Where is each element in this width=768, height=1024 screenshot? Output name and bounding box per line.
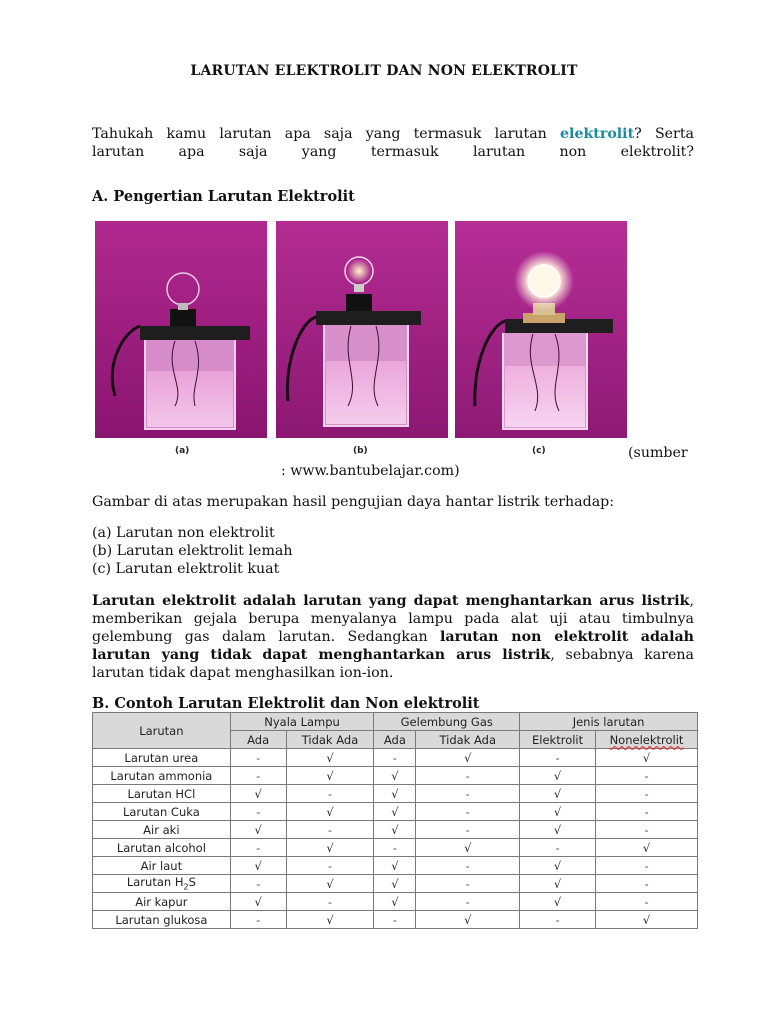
check-mark-cell: √ — [286, 767, 374, 785]
dash-cell: - — [416, 767, 520, 785]
definition-paragraph — [92, 592, 694, 682]
list-item: (a) Larutan non elektrolit — [92, 525, 275, 541]
check-mark-cell: √ — [520, 893, 596, 911]
page-title: LARUTAN ELEKTROLIT DAN NON ELEKTROLIT — [190, 63, 578, 79]
source-url: : www.bantubelajar.com) — [281, 463, 460, 479]
dash-cell: - — [374, 911, 416, 929]
dash-cell: - — [416, 821, 520, 839]
photo-a-caption: (a) — [175, 446, 190, 456]
header-larutan: Larutan — [93, 713, 231, 749]
solution-name-cell: Larutan $H_2S$ — [93, 875, 231, 893]
check-mark-cell: √ — [374, 857, 416, 875]
dash-cell: - — [230, 839, 286, 857]
table-row — [93, 803, 698, 821]
dash-cell: - — [520, 911, 596, 929]
table-body — [93, 749, 698, 929]
dash-cell: - — [230, 749, 286, 767]
dash-cell: - — [596, 767, 698, 785]
bold-term: Larutan elektrolit — [92, 593, 237, 609]
subheader-nonelektrolit — [596, 731, 698, 749]
check-mark-cell: √ — [230, 893, 286, 911]
solution-name-cell: Larutan HCl — [93, 785, 231, 803]
check-mark-cell: √ — [374, 803, 416, 821]
dash-cell: - — [520, 839, 596, 857]
dash-cell: - — [230, 767, 286, 785]
subheader-ada: Ada — [374, 731, 416, 749]
dash-cell: - — [416, 893, 520, 911]
subheader-elektrolit: Elektrolit — [520, 731, 596, 749]
check-mark-cell: √ — [520, 785, 596, 803]
check-mark-cell: √ — [286, 749, 374, 767]
solution-name-cell: Air laut — [93, 857, 231, 875]
dash-cell: - — [416, 785, 520, 803]
dash-cell: - — [230, 803, 286, 821]
table-row — [93, 821, 698, 839]
table-row — [93, 893, 698, 911]
photo-a-unlit-bulb — [95, 221, 267, 438]
nonelektrolit-label: Nonelektrolit — [609, 732, 684, 747]
check-mark-cell: √ — [230, 857, 286, 875]
solution-name-cell: Larutan urea — [93, 749, 231, 767]
subheader-tidak-ada: Tidak Ada — [416, 731, 520, 749]
elektrolit-link[interactable]: elektrolit — [560, 126, 635, 142]
solution-name-cell: Larutan glukosa — [93, 911, 231, 929]
dash-cell: - — [286, 821, 374, 839]
definition-text: , sebabnya karena larutan tidak dapat menghasilkan ion-ion. — [92, 647, 694, 681]
check-mark-cell: √ — [520, 875, 596, 893]
description-text: Gambar di atas merupakan hasil pengujian daya hantar listrik terhadap: — [92, 494, 615, 510]
dash-cell: - — [596, 857, 698, 875]
check-mark-cell: √ — [374, 767, 416, 785]
subheader-ada: Ada — [230, 731, 286, 749]
dash-cell: - — [416, 803, 520, 821]
electrolyte-table — [92, 712, 698, 929]
check-mark-cell: √ — [596, 839, 698, 857]
check-mark-cell: √ — [286, 911, 374, 929]
list-item: (c) Larutan elektrolit kuat — [92, 561, 280, 577]
check-mark-cell: √ — [416, 911, 520, 929]
table-row — [93, 839, 698, 857]
header-jenis-larutan: Jenis larutan — [520, 713, 698, 731]
dash-cell: - — [416, 857, 520, 875]
solution-name-cell: Larutan Cuka — [93, 803, 231, 821]
dash-cell: - — [286, 785, 374, 803]
bold-term: larutan non elektrolit — [440, 629, 629, 645]
check-mark-cell: √ — [286, 803, 374, 821]
intro-text: Tahukah kamu larutan apa saja yang termasuk larutan — [92, 126, 561, 142]
table-row — [93, 911, 698, 929]
header-nyala-lampu: Nyala Lampu — [230, 713, 374, 731]
intro-text-end: ? Serta — [634, 126, 694, 142]
dash-cell: - — [596, 785, 698, 803]
dash-cell: - — [286, 893, 374, 911]
check-mark-cell: √ — [374, 785, 416, 803]
dash-cell: - — [374, 839, 416, 857]
table-row — [93, 767, 698, 785]
section-a-heading: A. Pengertian Larutan Elektrolit — [92, 188, 355, 205]
bold-definition: adalah larutan yang tidak dapat menghantarkan arus listrik — [92, 629, 694, 663]
header-gelembung-gas: Gelembung Gas — [374, 713, 520, 731]
check-mark-cell: √ — [520, 803, 596, 821]
dash-cell: - — [230, 911, 286, 929]
dash-cell: - — [596, 803, 698, 821]
dash-cell: - — [286, 857, 374, 875]
check-mark-cell: √ — [230, 821, 286, 839]
table-row — [93, 875, 698, 893]
intro-line-2: larutan apa saja yang termasuk larutan non elektrolit? — [92, 144, 694, 160]
solution-name-cell: Air kapur — [93, 893, 231, 911]
dash-cell: - — [596, 893, 698, 911]
check-mark-cell: √ — [374, 821, 416, 839]
check-mark-cell: √ — [520, 767, 596, 785]
dash-cell: - — [596, 821, 698, 839]
solution-name-cell: Air aki — [93, 821, 231, 839]
photo-b-caption: (b) — [353, 446, 368, 456]
check-mark-cell: √ — [520, 857, 596, 875]
table-row — [93, 785, 698, 803]
check-mark-cell: √ — [416, 839, 520, 857]
table-row — [93, 749, 698, 767]
table-row — [93, 857, 698, 875]
check-mark-cell: √ — [416, 749, 520, 767]
table-header-row — [93, 713, 698, 731]
dash-cell: - — [230, 875, 286, 893]
solution-name-cell: Larutan alcohol — [93, 839, 231, 857]
dash-cell: - — [374, 749, 416, 767]
section-b-heading: B. Contoh Larutan Elektrolit dan Non elektrolit — [92, 695, 480, 712]
source-label: (sumber — [628, 445, 688, 461]
check-mark-cell: √ — [230, 785, 286, 803]
check-mark-cell: √ — [520, 821, 596, 839]
photo-c-bright-bulb — [455, 221, 627, 438]
definition-text: , memberikan gejala berupa menyalanya lampu pada alat uji atau timbulnya gelembung gas dalam larutan. Sedangkan — [92, 593, 694, 645]
check-mark-cell: √ — [596, 911, 698, 929]
check-mark-cell: √ — [374, 875, 416, 893]
subheader-tidak-ada: Tidak Ada — [286, 731, 374, 749]
photo-b-dim-bulb — [276, 221, 448, 438]
photo-c-caption: (c) — [532, 446, 546, 456]
check-mark-cell: √ — [374, 893, 416, 911]
dash-cell: - — [520, 749, 596, 767]
check-mark-cell: √ — [286, 875, 374, 893]
dash-cell: - — [596, 875, 698, 893]
solution-name-cell: Larutan ammonia — [93, 767, 231, 785]
intro-line-1 — [92, 125, 694, 143]
bold-definition: adalah larutan yang dapat menghantarkan arus listrik — [242, 593, 690, 609]
list-item: (b) Larutan elektrolit lemah — [92, 543, 293, 559]
check-mark-cell: √ — [286, 839, 374, 857]
check-mark-cell: √ — [596, 749, 698, 767]
dash-cell: - — [416, 875, 520, 893]
